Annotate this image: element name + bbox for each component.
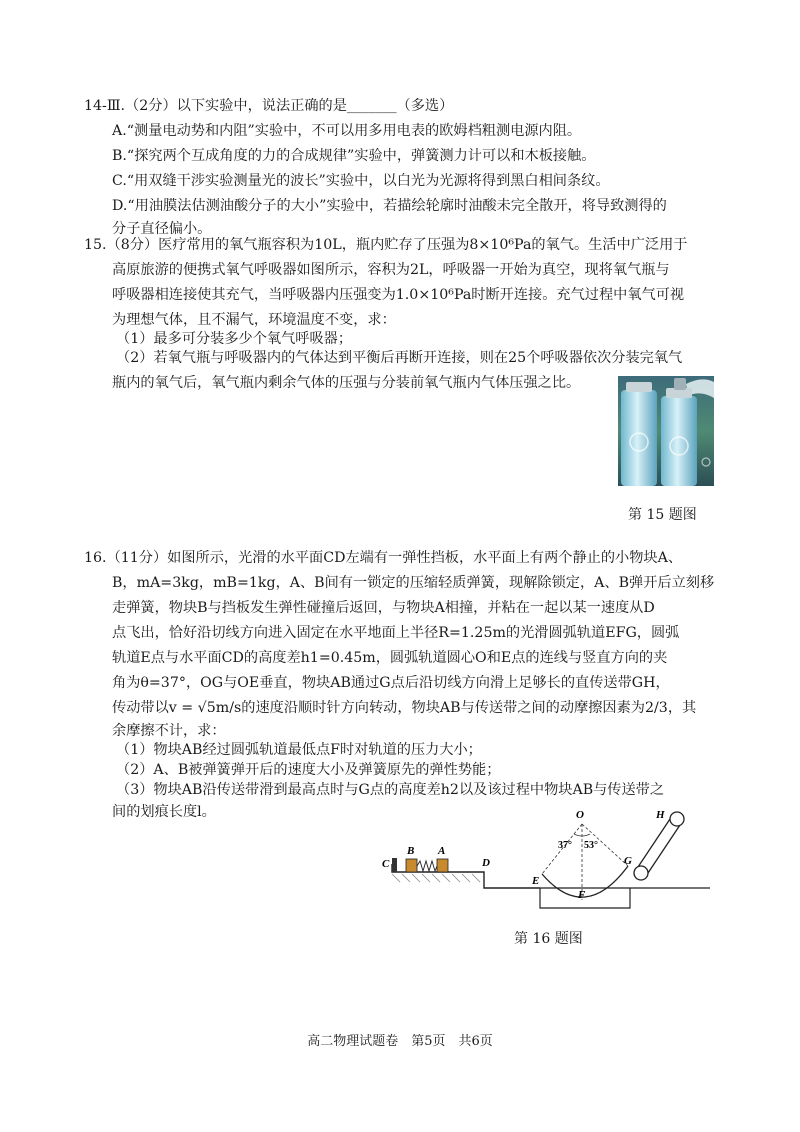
q16-sub-3: （3）物块AB沿传送带滑到最高点时与G点的高度差h2以及该过程中物块AB与传送带之 (116, 782, 665, 798)
oxygen-canister-photo (618, 376, 714, 486)
q16-line-4: 点飞出，恰好沿切线方向进入固定在水平地面上半径R=1.25m的光滑圆弧轨道EFG，圆弧 (112, 625, 680, 641)
q16-sub-2: （2）A、B被弹簧弹开后的速度大小及弹簧原先的弹性势能； (116, 762, 501, 778)
q14-option-c: C.“用双缝干涉实验测量光的波长”实验中，以白光为光源将得到黑白相间条纹。 (112, 173, 610, 189)
q15-line-4: 为理想气体，且不漏气，环境温度不变，求： (112, 312, 396, 328)
page-footer: 高二物理试题卷 第5页 共6页 (307, 1034, 493, 1049)
label-F: F (578, 889, 586, 901)
label-C: C (382, 858, 390, 870)
label-H: H (656, 809, 665, 821)
q16-line-1: 16.（11分）如图所示，光滑的水平面CD左端有一弹性挡板，水平面上有两个静止的小物块A、 (84, 550, 683, 566)
q15-line-1: 15.（8分）医疗常用的氧气瓶容积为10L，瓶内贮存了压强为8×10⁶Pa的氧气。生活中广泛用于 (84, 237, 688, 253)
label-G: G (624, 855, 632, 867)
angle-37: 37° (558, 840, 572, 851)
q16-line-2: B，mA=3kg，mB=1kg，A、B间有一锁定的压缩轻质弹簧，现解除锁定，A、B弹开后立刻移 (112, 575, 715, 591)
q14-option-d: D.“用油膜法估测油酸分子的大小”实验中，若描绘轮廓时油酸未完全散开，将导致测得的 (112, 198, 667, 214)
q16-line-7: 传动带以v = √5m/s的速度沿顺时针方向转动，物块AB与传送带之间的动摩擦因素为2/3，其 (112, 700, 697, 716)
q14-stem: 14-Ⅲ.（2分）以下实验中，说法正确的是_______（多选） (84, 98, 454, 114)
label-D: D (482, 857, 490, 869)
q14-option-d-cont: 分子直径偏小。 (112, 221, 212, 237)
q16-sub-1: （1）物块AB经过圆弧轨道最低点F时对轨道的压力大小； (116, 742, 482, 758)
track-diagram (380, 806, 716, 924)
q14-option-a: A.“测量电动势和内阻”实验中，不可以用多用电表的欧姆档粗测电源内阻。 (112, 123, 582, 139)
q15-sub-2-cont: 瓶内的氧气后，氧气瓶内剩余气体的压强与分装前氧气瓶内气体压强之比。 (112, 375, 581, 391)
q15-line-2: 高原旅游的便携式氧气呼吸器如图所示，容积为2L，呼吸器一开始为真空，现将氧气瓶与 (112, 262, 670, 278)
q16-line-3: 走弹簧，物块B与挡板发生弹性碰撞后返回，与物块A相撞，并粘在一起以某一速度从D (112, 600, 655, 616)
q16-sub-3-cont: 间的划痕长度l。 (112, 804, 216, 820)
label-B: B (407, 845, 415, 857)
q16-line-5: 轨道E点与水平面CD的高度差h1=0.45m，圆弧轨道圆心O和E点的连线与竖直方向的夹 (112, 650, 668, 666)
label-E: E (532, 875, 540, 887)
figure-16-caption: 第 16 题图 (514, 931, 583, 947)
label-A: A (438, 845, 446, 857)
label-O: O (576, 809, 584, 821)
figure-15-caption: 第 15 题图 (628, 507, 697, 523)
q14-option-b: B.“探究两个互成角度的力的合成规律”实验中，弹簧测力计可以和木板接触。 (112, 148, 596, 164)
q16-line-8: 余摩擦不计，求： (112, 723, 226, 739)
q15-sub-2: （2）若氧气瓶与呼吸器内的气体达到平衡后再断开连接，则在25个呼吸器依次分装完氧气 (116, 350, 683, 366)
q16-line-6: 角为θ=37°，OG与OE垂直，物块AB通过G点后沿切线方向滑上足够长的直传送带GH， (112, 675, 670, 691)
angle-53: 53° (584, 840, 598, 851)
q15-line-3: 呼吸器相连接使其充气，当呼吸器内压强变为1.0×10⁶Pa时断开连接。充气过程中氧气可视 (112, 287, 685, 303)
q15-sub-1: （1）最多可分装多少个氧气呼吸器； (116, 331, 353, 347)
